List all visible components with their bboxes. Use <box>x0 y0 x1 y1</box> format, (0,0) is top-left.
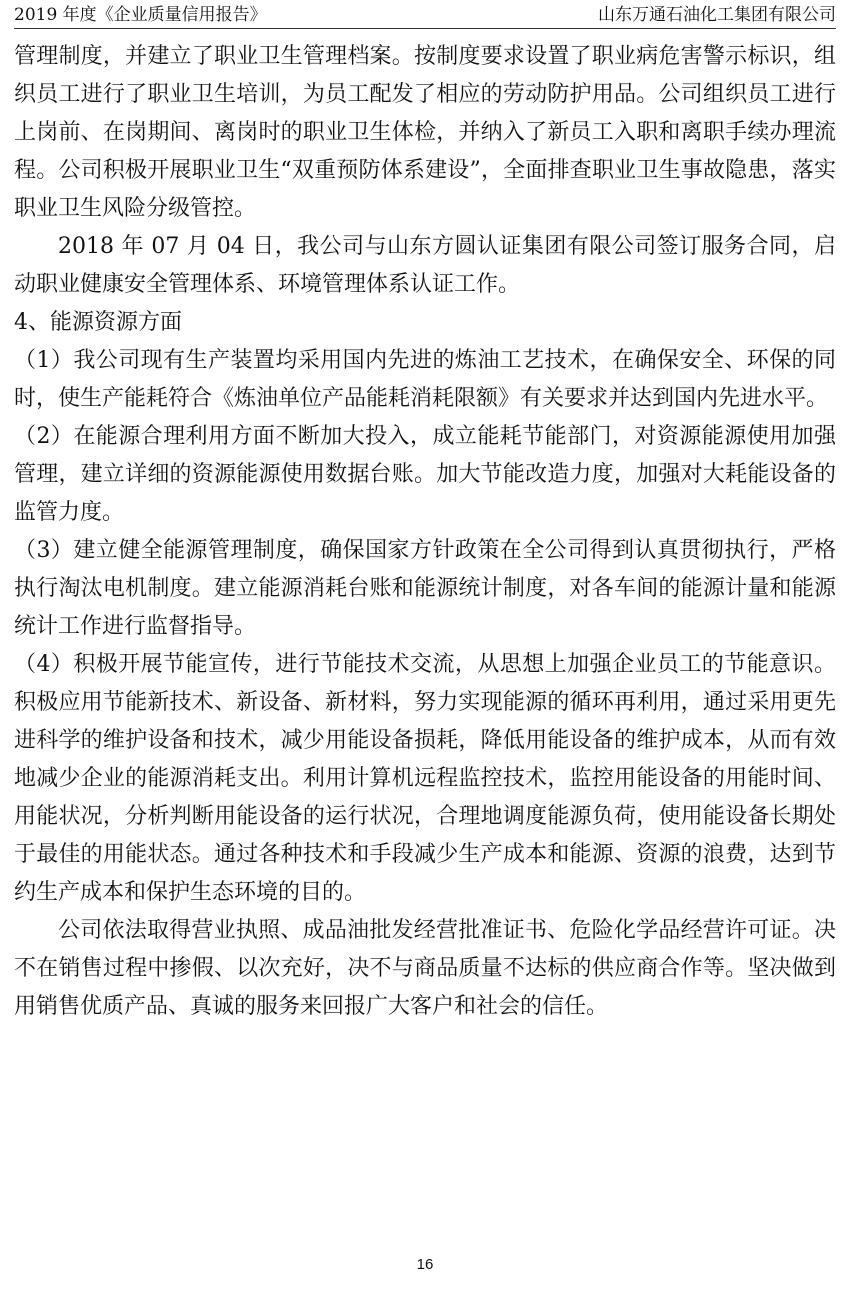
section-heading-energy: 4、能源资源方面 <box>14 310 182 335</box>
paragraph-item-4: （4）积极开展节能宣传，进行节能技术交流，从思想上加强企业员工的节能意识。积极应用节能新技术、新设备、新材料，努力实现能源的循环再利用，通过采用更先进科学的维护设备和技术，减少用能设备损耗，降低用能设备的维护成本，从而有效地减少企业的能源消耗支出。利用计算机远程监控技术，监控用能设备的用能时间、用能状况，分析判断用能设备的运行状况，合理地调度能源负荷，使用能设备长期处于最佳的用能状态。通过各种技术和手段减少生产成本和能源、资源的浪费，达到节约生产成本和保护生态环境的目的。 <box>14 652 836 905</box>
paragraph-item-2: （2）在能源合理利用方面不断加大投入，成立能耗节能部门，对资源能源使用加强管理，建立详细的资源能源使用数据台账。加大节能改造力度，加强对大耗能设备的监管力度。 <box>14 424 836 525</box>
paragraph-licenses: 公司依法取得营业执照、成品油批发经营批准证书、危险化学品经营许可证。决不在销售过程中掺假、以次充好，决不与商品质量不达标的供应商合作等。坚决做到用销售优质产品、真诚的服务来回报广大客户和社会的信任。 <box>14 918 836 1019</box>
paragraph-occupational-health: 管理制度，并建立了职业卫生管理档案。按制度要求设置了职业病危害警示标识，组织员工进行了职业卫生培训，为员工配发了相应的劳动防护用品。公司组织员工进行上岗前、在岗期间、离岗时的职业卫生体检，并纳入了新员工入职和离职手续办理流程。公司积极开展职业卫生“双重预防体系建设”，全面排查职业卫生事故隐患，落实职业卫生风险分级管控。 <box>14 44 836 221</box>
page-number: 16 <box>416 1256 434 1273</box>
page-header <box>14 2 836 29</box>
paragraph-certification: 2018 年 07 月 04 日，我公司与山东方圆认证集团有限公司签订服务合同，启动职业健康安全管理体系、环境管理体系认证工作。 <box>14 234 836 297</box>
document-body <box>14 38 836 1026</box>
paragraph-item-3: （3）建立健全能源管理制度，确保国家方针政策在全公司得到认真贯彻执行，严格执行淘汰电机制度。建立能源消耗台账和能源统计制度，对各车间的能源计量和能源统计工作进行监督指导。 <box>14 538 836 639</box>
company-name: 山东万通石油化工集团有限公司 <box>598 5 836 25</box>
report-title: 2019 年度《企业质量信用报告》 <box>14 5 267 25</box>
paragraph-item-1: （1）我公司现有生产装置均采用国内先进的炼油工艺技术，在确保安全、环保的同时，使生产能耗符合《炼油单位产品能耗消耗限额》有关要求并达到国内先进水平。 <box>14 348 836 411</box>
